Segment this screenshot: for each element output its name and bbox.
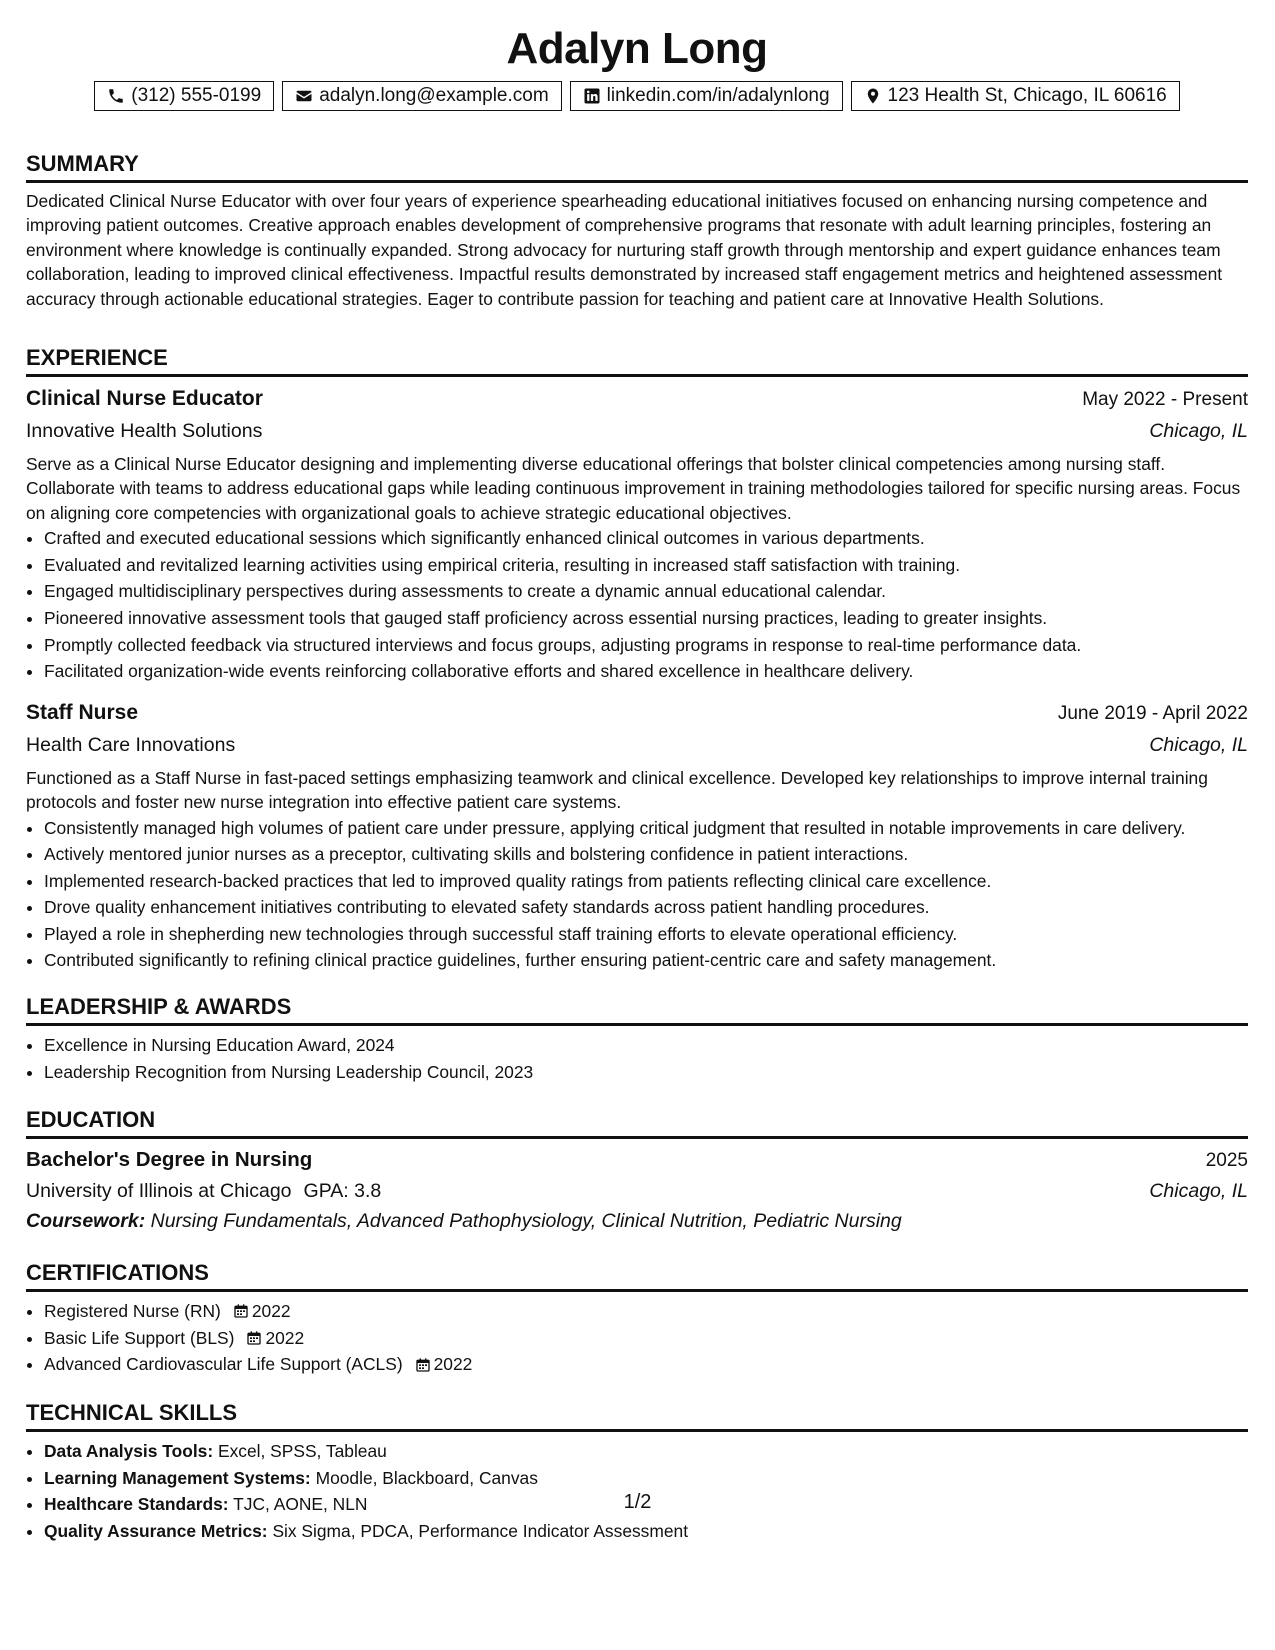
skill-value: Six Sigma, PDCA, Performance Indicator Assessment [272, 1520, 689, 1541]
phone-icon [107, 87, 125, 105]
skill-label: Healthcare Standards: [44, 1494, 229, 1515]
coursework-label: Coursework: [26, 1210, 146, 1233]
skills-heading: TECHNICAL SKILLS [26, 1400, 1248, 1432]
candidate-name: Adalyn Long [506, 24, 768, 73]
contact-bar [26, 81, 1248, 111]
job-location: Chicago, IL [1149, 733, 1248, 756]
job-title: Clinical Nurse Educator [26, 387, 263, 411]
certifications-list [26, 1298, 1248, 1378]
job-organization: Health Care Innovations [26, 733, 236, 756]
list-item: • Crafted and executed educational sessions which significantly enhanced clinical outcomes in various departments. [44, 525, 1248, 552]
experience-heading: EXPERIENCE [26, 345, 1248, 377]
school-name: University of Illinois at Chicago [26, 1180, 292, 1203]
list-item: • Promptly collected feedback via structured interviews and focus groups, adjusting programs in response to real-time performance data. [44, 632, 1248, 659]
job-description: Functioned as a Staff Nurse in fast-paced settings emphasizing teamwork and clinical excellence. Developed key relationships to improve internal training protocols and foster new nurse integration into effective patient care systems. [26, 767, 1208, 813]
skill-label: Learning Management Systems: [44, 1467, 311, 1488]
skills-section [26, 1400, 1248, 1544]
certifications-section [26, 1260, 1248, 1378]
job-location: Chicago, IL [1149, 420, 1248, 443]
list-item: • Leadership Recognition from Nursing Leadership Council, 2023 [44, 1059, 1248, 1086]
list-item [44, 1518, 1248, 1545]
calendar-icon [415, 1357, 431, 1373]
list-item: • Facilitated organization-wide events reinforcing collaborative efforts and shared excellence in healthcare delivery. [44, 658, 1248, 685]
contact-linkedin-text: linkedin.com/in/adalynlong [606, 85, 830, 106]
page-number: 1/2 [623, 1491, 652, 1513]
calendar-icon [246, 1330, 262, 1346]
list-item: • Evaluated and revitalized learning activities using empirical criteria, resulting in increased staff satisfaction with training. [44, 552, 1248, 579]
list-item: • Actively mentored junior nurses as a preceptor, cultivating skills and bolstering confidence in patient interactions. [44, 841, 1248, 868]
list-item [44, 1325, 1248, 1352]
cert-name: • Basic Life Support (BLS) [44, 1327, 235, 1348]
summary-section [26, 151, 1248, 311]
job-bullets [26, 525, 1248, 685]
job-bullets [26, 816, 1248, 974]
coursework-list: Nursing Fundamentals, Advanced Pathophysiology, Clinical Nutrition, Pediatric Nursing [150, 1210, 902, 1233]
list-item [44, 1465, 1248, 1492]
school-line [26, 1176, 381, 1206]
list-item: • Engaged multidisciplinary perspectives during assessments to create a dynamic annual educational calendar. [44, 578, 1248, 605]
education-section [26, 1107, 1248, 1236]
job-dates: May 2022 - Present [1082, 389, 1248, 411]
summary-heading: SUMMARY [26, 151, 1248, 183]
contact-phone[interactable] [94, 81, 274, 111]
school-location: Chicago, IL [1149, 1180, 1248, 1203]
degree-title: Bachelor's Degree in Nursing [26, 1148, 313, 1172]
job-dates: June 2019 - April 2022 [1057, 702, 1248, 724]
awards-list [26, 1032, 1248, 1085]
calendar-icon [233, 1303, 249, 1319]
job-entry [26, 697, 1248, 974]
list-item: • Excellence in Nursing Education Award, 2024 [44, 1032, 1248, 1059]
cert-year: 2022 [433, 1354, 473, 1375]
envelope-icon [295, 87, 313, 105]
list-item: • Played a role in shepherding new technologies through successful staff training efforts to elevate operational efficiency. [44, 921, 1248, 948]
cert-name: • Advanced Cardiovascular Life Support (ACLS) [44, 1354, 403, 1375]
leadership-section [26, 994, 1248, 1085]
list-item [44, 1438, 1248, 1465]
gpa: GPA: 3.8 [303, 1180, 382, 1203]
list-item: • Contributed significantly to refining clinical practice guidelines, further ensuring patient-centric care and safety management. [44, 947, 1248, 974]
contact-address[interactable] [851, 81, 1180, 111]
contact-phone-text: (312) 555-0199 [131, 85, 262, 106]
list-item: • Pioneered innovative assessment tools that gauged staff proficiency across essential nursing practices, leading to greater insights. [44, 605, 1248, 632]
education-heading: EDUCATION [26, 1107, 1248, 1139]
contact-email-text: adalyn.long@example.com [319, 85, 549, 106]
resume-page [26, 22, 1248, 1544]
skill-label: Quality Assurance Metrics: [44, 1520, 268, 1541]
list-item: • Implemented research-backed practices that led to improved quality ratings from patients reflecting clinical care excellence. [44, 868, 1248, 895]
cert-name: • Registered Nurse (RN) [44, 1301, 221, 1322]
experience-section [26, 345, 1248, 974]
list-item: • Consistently managed high volumes of patient care under pressure, applying critical judgment that resulted in notable improvements in care delivery. [44, 816, 1248, 840]
summary-text: Dedicated Clinical Nurse Educator with over four years of experience spearheading educational initiatives focused on enhancing nursing competence and improving patient outcomes. Creative approach enables development of comprehensive programs that resonate with adult learning principles, fostering an environment where knowledge is continually expanded. Strong advocacy for nurturing staff growth through mentorship and expert guidance enhances team collaboration, leading to improved clinical effectiveness. Impactful results demonstrated by increased staff engagement metrics and heightened assessment accuracy through actionable educational strategies. Eager to contribute passion for teaching and patient care at Innovative Health Solutions. [26, 191, 1223, 309]
skill-label: Data Analysis Tools: [44, 1440, 214, 1461]
job-description: Serve as a Clinical Nurse Educator designing and implementing diverse educational offerings that bolster clinical competencies among nursing staff. Collaborate with teams to address educational gaps while leading continuous improvement in training methodologies tailored for specific nursing areas. Focus on aligning core competencies with organizational goals to achieve strategic educational objectives. [26, 454, 1241, 523]
skill-value: Excel, SPSS, Tableau [217, 1440, 387, 1461]
job-organization: Innovative Health Solutions [26, 420, 263, 443]
skill-value: TJC, AONE, NLN [233, 1494, 368, 1515]
list-item [44, 1298, 1248, 1325]
cert-year: 2022 [265, 1327, 305, 1348]
leadership-heading: LEADERSHIP & AWARDS [26, 994, 1248, 1026]
list-item [44, 1351, 1248, 1378]
degree-year: 2025 [1205, 1150, 1248, 1172]
job-title: Staff Nurse [26, 700, 139, 724]
certifications-heading: CERTIFICATIONS [26, 1260, 1248, 1292]
job-entry [26, 383, 1248, 685]
coursework-line [26, 1206, 1248, 1236]
contact-address-text: 123 Health St, Chicago, IL 60616 [887, 85, 1167, 106]
contact-linkedin[interactable] [570, 81, 843, 111]
list-item: • Drove quality enhancement initiatives contributing to elevated safety standards across patient handling procedures. [44, 894, 1248, 921]
map-pin-icon [864, 87, 882, 105]
contact-email[interactable] [282, 81, 561, 111]
cert-year: 2022 [251, 1301, 291, 1322]
skill-value: Moodle, Blackboard, Canvas [315, 1467, 538, 1488]
linkedin-icon [583, 87, 601, 105]
